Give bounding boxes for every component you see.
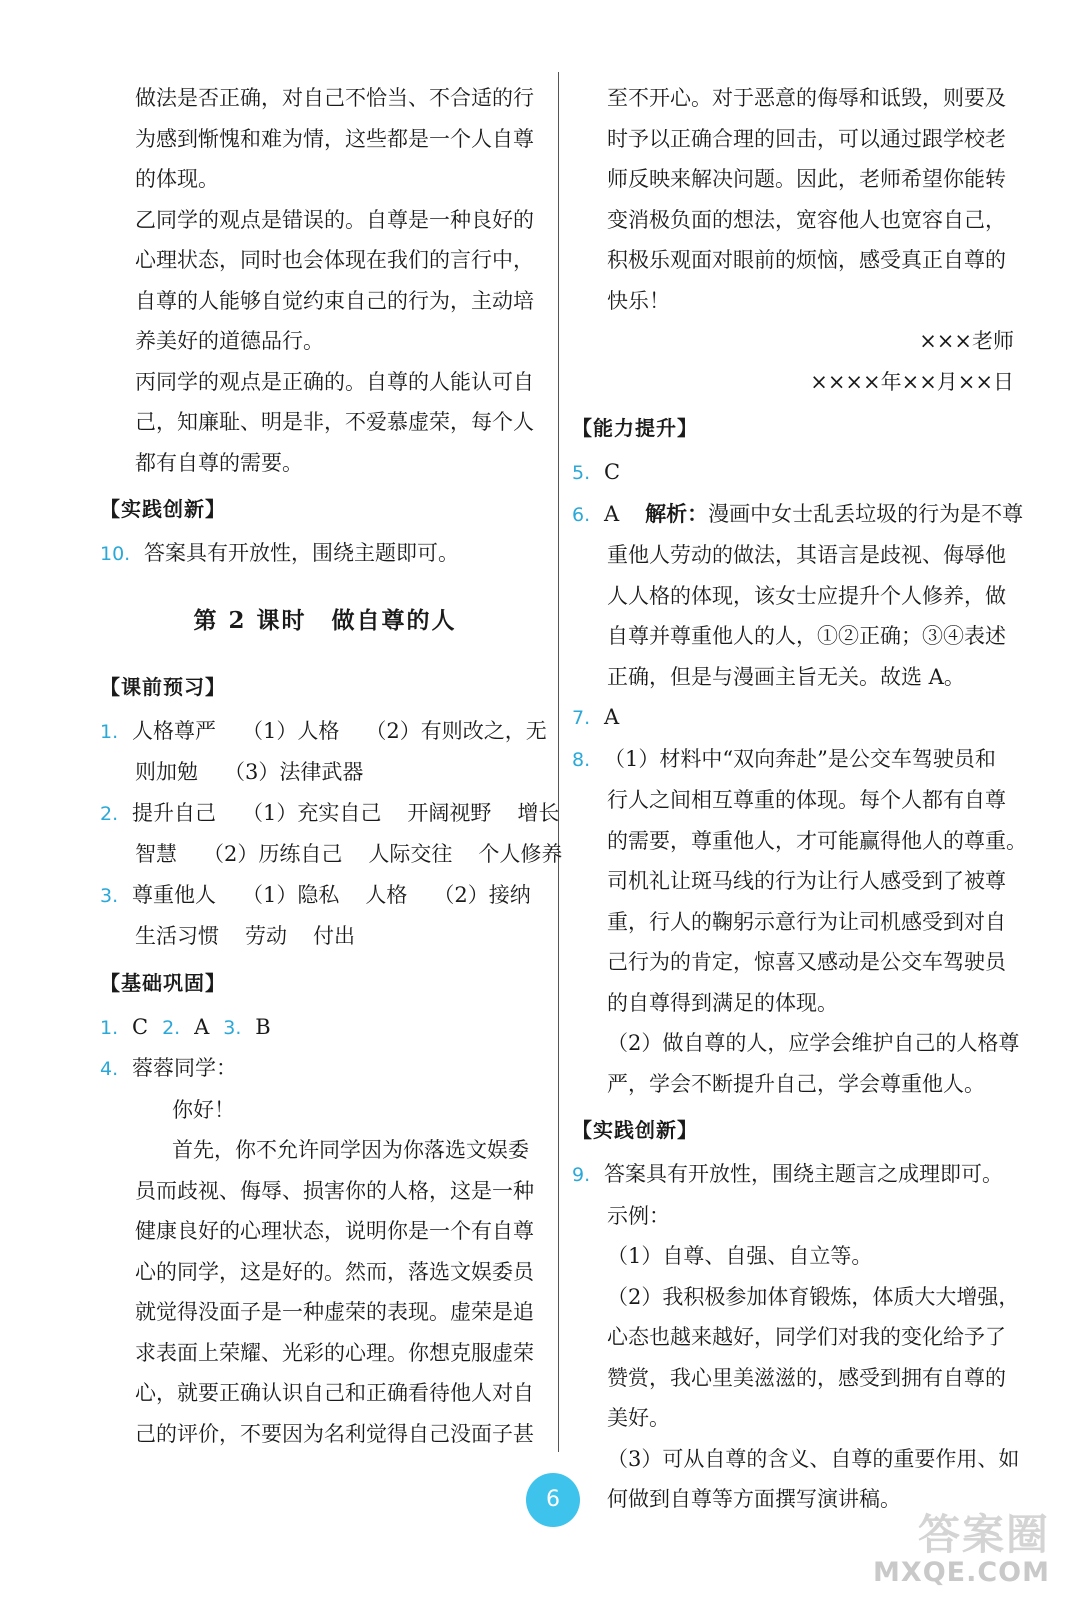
text-line: （3）可从自尊的含义、自尊的重要作用、如 bbox=[607, 1446, 1020, 1471]
answer-text: 增长 bbox=[517, 800, 560, 825]
question-number: 1. bbox=[100, 1016, 119, 1039]
column-divider bbox=[558, 72, 559, 1452]
answer-text: （1）充实自己 bbox=[242, 800, 382, 825]
text-line: 司机礼让斑马线的行为让行人感受到了被尊 bbox=[607, 869, 1006, 893]
letter-date: ××××年××月××日 bbox=[810, 369, 1014, 394]
answer-5 bbox=[572, 452, 1032, 494]
answer-text: 人格尊严 bbox=[132, 718, 216, 743]
page-number: 6 bbox=[526, 1473, 580, 1527]
question-number: 10. bbox=[100, 543, 131, 565]
answer-text: 漫画中女士乱丢垃圾的行为是不尊 bbox=[708, 501, 1024, 526]
answer-6-body bbox=[572, 535, 1032, 697]
text-line: 严，学会不断提升自己，学会尊重他人。 bbox=[607, 1071, 985, 1096]
question-number: 2. bbox=[162, 1016, 181, 1039]
question-number: 1. bbox=[100, 720, 119, 743]
section-heading-ability: 【能力提升】 bbox=[572, 416, 698, 440]
text-line: 己的评价，不要因为名利觉得自己没面子甚 bbox=[135, 1421, 534, 1446]
text-line: 心理状态，同时也会体现在我们的言行中， bbox=[135, 248, 534, 272]
answer-text: （2）历练自己 bbox=[203, 842, 343, 866]
answer-text: 个人修养 bbox=[478, 842, 563, 866]
preview-3-cont bbox=[100, 916, 550, 957]
answer-choice: C bbox=[132, 1014, 149, 1039]
answer-text: 劳动 bbox=[245, 924, 287, 948]
text-line: 美好。 bbox=[607, 1406, 670, 1430]
text-line: 心的同学，这是好的。然而，落选文娱委员 bbox=[135, 1259, 534, 1284]
text-line: 正确，但是与漫画主旨无关。故选 A。 bbox=[607, 664, 965, 689]
letter-greeting: 蓉蓉同学： bbox=[132, 1056, 237, 1080]
answer-text: 则加勉 bbox=[135, 760, 198, 784]
text-line: 行人之间相互尊重的体现。每个人都有自尊 bbox=[607, 788, 1006, 812]
answer-7 bbox=[572, 697, 1032, 739]
answer-choice: C bbox=[604, 460, 621, 484]
text-line: （2）做自尊的人，应学会维护自己的人格尊 bbox=[607, 1031, 1020, 1055]
text-line: 心，就要正确认识自己和正确看待他人对自 bbox=[135, 1381, 534, 1405]
text-line: 自尊并尊重他人的人，①②正确；③④表述 bbox=[607, 624, 1006, 648]
question-number: 5. bbox=[572, 462, 591, 484]
text-line: 积极乐观面对眼前的烦恼，感受真正自尊的 bbox=[607, 248, 1006, 272]
preview-3 bbox=[100, 875, 550, 917]
answer-8-body bbox=[572, 780, 1032, 1104]
text-line: 乙同学的观点是错误的。自尊是一种良好的 bbox=[135, 207, 534, 232]
answer-text: 人格 bbox=[365, 882, 408, 907]
letter-hello: 你好！ bbox=[172, 1097, 235, 1122]
answer-text: 尊重他人 bbox=[132, 882, 216, 907]
yi-paragraph bbox=[100, 200, 550, 362]
preview-1-cont bbox=[100, 752, 550, 793]
answer-6 bbox=[572, 494, 1032, 536]
question-number: 8. bbox=[572, 748, 591, 771]
text-line: 变消极负面的想法，宽容他人也宽容自己， bbox=[607, 207, 1006, 232]
text-line: 都有自尊的需要。 bbox=[135, 450, 303, 475]
watermark-cn: 答案圈 bbox=[917, 1510, 1050, 1559]
answer-choice: A bbox=[194, 1014, 210, 1039]
answer-text: 付出 bbox=[313, 924, 355, 948]
answer-8 bbox=[572, 739, 1032, 781]
answer-9 bbox=[572, 1154, 1032, 1196]
section-heading-basic: 【基础巩固】 bbox=[100, 970, 226, 995]
answer-text: 智慧 bbox=[135, 842, 177, 866]
text-line: 重，行人的鞠躬示意行为让司机感受到对自 bbox=[607, 909, 1006, 934]
section-heading-practice: 【实践创新】 bbox=[100, 497, 226, 521]
left-column bbox=[100, 78, 563, 1454]
question-number: 6. bbox=[572, 503, 591, 526]
text-line: 何做到自尊等方面撰写演讲稿。 bbox=[607, 1487, 901, 1511]
text-line: 时予以正确合理的回击，可以通过跟学校老 bbox=[607, 126, 1006, 151]
text-line: 己，知廉耻、明是非，不爱慕虚荣，每个人 bbox=[135, 410, 534, 434]
text-line: 自尊的人能够自觉约束自己的行为，主动培 bbox=[135, 288, 534, 313]
analysis-label: 解析： bbox=[645, 500, 709, 526]
right-column bbox=[572, 78, 1032, 1520]
question-number: 3. bbox=[223, 1016, 242, 1039]
answer-text: 答案具有开放性，围绕主题即可。 bbox=[144, 541, 459, 565]
answer-text: （1）隐私 bbox=[242, 882, 340, 907]
answer-text: 生活习惯 bbox=[135, 924, 219, 948]
answer-9-body bbox=[572, 1196, 1032, 1520]
text-line: 示例： bbox=[607, 1203, 670, 1228]
text-line: 丙同学的观点是正确的。自尊的人能认可自 bbox=[135, 369, 534, 394]
answer-choice: A bbox=[604, 501, 620, 526]
answer-text: （2）接纳 bbox=[433, 882, 531, 907]
text-line: 为感到惭愧和难为情，这些都是一个人自尊 bbox=[135, 126, 534, 151]
text-line: （1）自尊、自强、自立等。 bbox=[607, 1244, 873, 1268]
text-line: 健康良好的心理状态，说明你是一个有自尊 bbox=[135, 1219, 534, 1243]
watermark-url: MXQE.COM bbox=[873, 1557, 1050, 1588]
text-line: 员而歧视、侮辱、损害你的人格，这是一种 bbox=[135, 1178, 534, 1203]
answer-text: （1）人格 bbox=[242, 718, 340, 743]
watermark-logo bbox=[873, 1500, 1068, 1596]
question-number: 7. bbox=[572, 707, 591, 729]
answer-choice: B bbox=[255, 1014, 271, 1039]
answer-text: （2）有则改之，无 bbox=[365, 718, 547, 743]
letter-continuation bbox=[572, 78, 1032, 321]
letter-signature: ×××老师 bbox=[919, 329, 1014, 353]
text-line: 的需要，尊重他人，才可能赢得他人的尊重。 bbox=[607, 828, 1027, 853]
basic-1-3 bbox=[100, 1007, 550, 1049]
text-line: 的体现。 bbox=[135, 167, 219, 191]
carry-paragraph bbox=[100, 78, 550, 200]
lesson-title: 第 2 课时 做自尊的人 bbox=[193, 606, 457, 634]
text-line: 心态也越来越好，同学们对我的变化给予了 bbox=[607, 1325, 1006, 1349]
bing-paragraph bbox=[100, 362, 550, 484]
text-line: 做法是否正确，对自己不恰当、不合适的行 bbox=[135, 86, 534, 110]
answer-text: （3）法律武器 bbox=[224, 760, 364, 784]
section-heading-practice-2: 【实践创新】 bbox=[572, 1118, 698, 1142]
answer-text: （1）材料中“双向奔赴”是公交车驾驶员和 bbox=[604, 746, 996, 771]
question-number: 4. bbox=[100, 1058, 119, 1080]
answer-choice: A bbox=[604, 705, 620, 729]
answer-text: 提升自己 bbox=[132, 800, 216, 825]
text-line: 首先，你不允许同学因为你落选文娱委 bbox=[172, 1138, 529, 1162]
basic-4 bbox=[100, 1048, 550, 1090]
letter-body bbox=[100, 1130, 550, 1454]
answer-10 bbox=[100, 533, 550, 575]
answer-text: 开阔视野 bbox=[407, 800, 492, 825]
preview-2-cont bbox=[100, 834, 563, 875]
preview-1 bbox=[100, 711, 550, 753]
section-heading-preview: 【课前预习】 bbox=[100, 674, 226, 699]
preview-2 bbox=[100, 793, 560, 835]
text-line: 快乐！ bbox=[607, 288, 670, 313]
text-line: （2）我积极参加体育锻炼，体质大大增强， bbox=[607, 1284, 1020, 1309]
text-line: 养美好的道德品行。 bbox=[135, 329, 324, 353]
text-line: 人人格的体现，该女士应提升个人修养，做 bbox=[607, 583, 1006, 608]
question-number: 3. bbox=[100, 884, 119, 907]
text-line: 重他人劳动的做法，其语言是歧视、侮辱他 bbox=[607, 543, 1006, 567]
answer-text: 答案具有开放性，围绕主题言之成理即可。 bbox=[604, 1162, 1003, 1186]
text-line: 的自尊得到满足的体现。 bbox=[607, 990, 838, 1015]
text-line: 赞赏，我心里美滋滋的，感受到拥有自尊的 bbox=[607, 1365, 1006, 1390]
answer-text: 人际交往 bbox=[368, 842, 453, 866]
question-number: 2. bbox=[100, 802, 119, 825]
text-line: 己行为的肯定，惊喜又感动是公交车驾驶员 bbox=[607, 950, 1006, 974]
text-line: 师反映来解决问题。因此，老师希望你能转 bbox=[607, 167, 1006, 191]
question-number: 9. bbox=[572, 1164, 591, 1186]
text-line: 就觉得没面子是一种虚荣的表现。虚荣是追 bbox=[135, 1300, 534, 1324]
text-line: 求表面上荣耀、光彩的心理。你想克服虚荣 bbox=[135, 1340, 534, 1365]
text-line: 至不开心。对于恶意的侮辱和诋毁，则要及 bbox=[607, 86, 1006, 110]
